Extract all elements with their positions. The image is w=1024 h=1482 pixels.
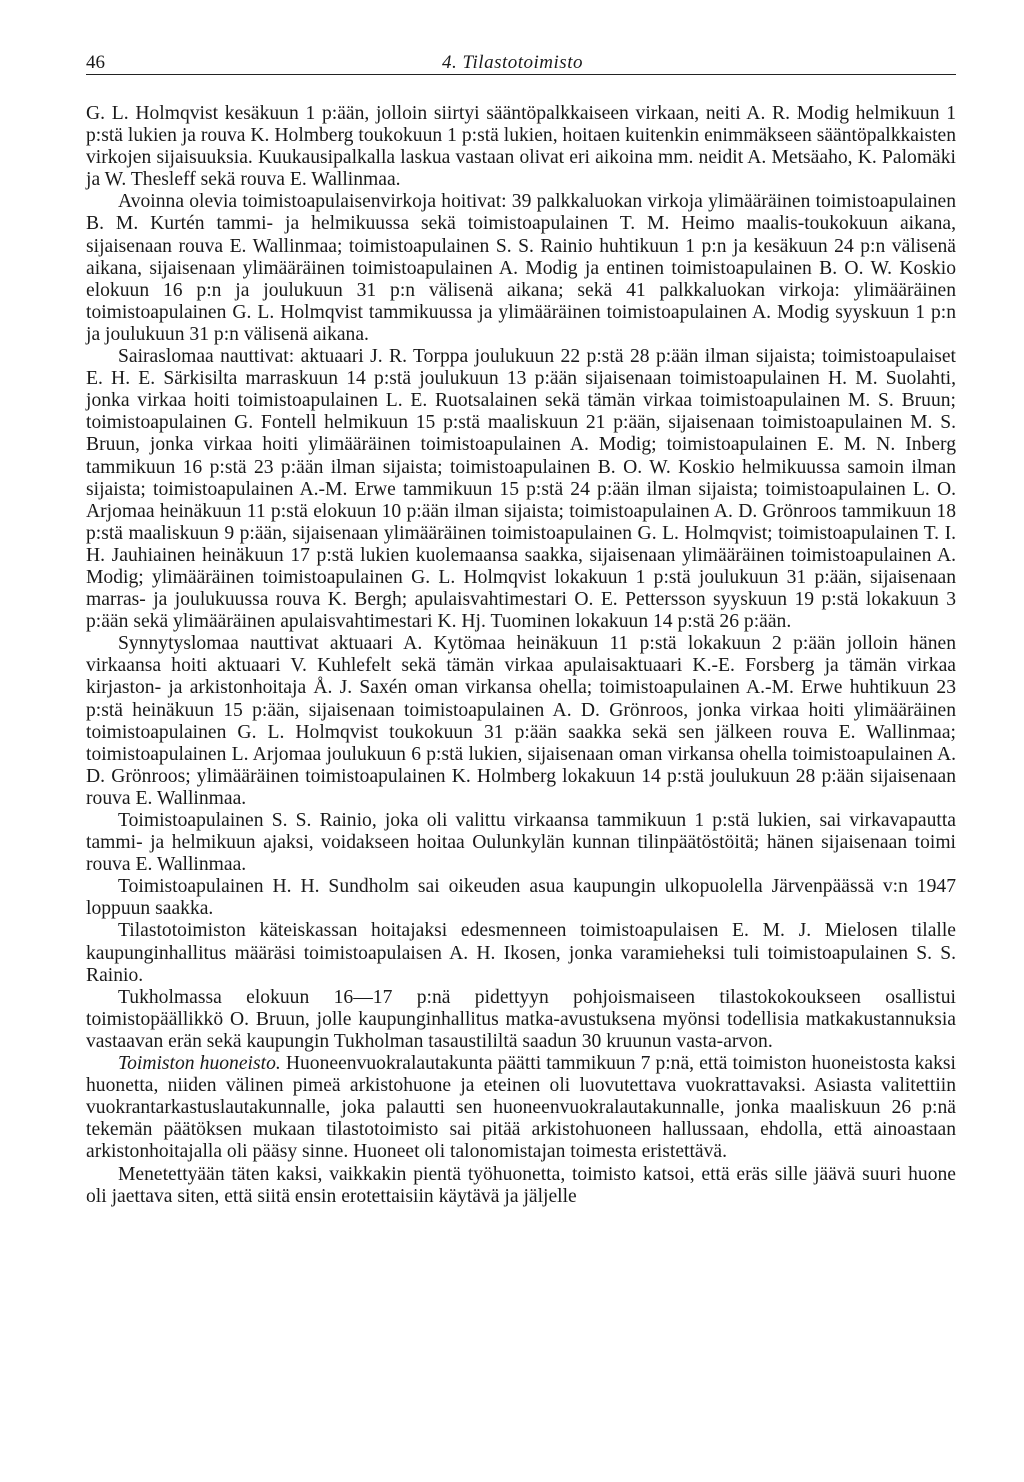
paragraph-text: Avoinna olevia toimistoapulaisenvirkoja hoitivat: 39 palkkaluokan virkoja ylimääräinen toimistoapulainen B. M. Kurtén tammi- ja helmikuussa sekä toimistoapulainen T. M. Heimo maalis-toukokuun aikana, sijaisenaan rouva E. Wallinmaa; toimistoapulainen S. S. Rainio huhtikuun 1 p:n ja kesäkuun 24 p:n välisenä aikana, sijaisenaan ylimääräinen toimistoapulainen A. Modig ja entinen toimistoapulainen B. O. W. Koskio elokuun 16 p:n ja joulukuun 31 p:n välisenä aikana; sekä 41 palkkaluokan virkoja: ylimääräinen toimistoapulainen G. L. Holmqvist tammikuussa ja ylimääräinen toimistoapulainen A. Modig syyskuun 1 p:n ja joulukuun 31 p:n välisenä aikana. bbox=[86, 191, 956, 345]
paragraph bbox=[86, 987, 956, 1053]
paragraph-text: Toimistoapulainen H. H. Sundholm sai oikeuden asua kaupungin ulkopuolella Järvenpäässä v:n 1947 loppuun saakka. bbox=[86, 876, 956, 920]
section-lead-heading: Toimiston huoneisto. bbox=[118, 1053, 281, 1075]
page-number: 46 bbox=[86, 52, 105, 73]
running-head: 4. Tilastotoimisto bbox=[442, 52, 583, 73]
paragraph-text: Menetettyään täten kaksi, vaikkakin pientä työhuonetta, toimisto katsoi, että eräs sille jäävä suuri huone oli jaettava siten, että siitä ensin erotettaisiin käytävä ja jäljelle bbox=[86, 1163, 956, 1207]
paragraph bbox=[86, 191, 956, 346]
paragraph bbox=[86, 920, 956, 986]
body-text bbox=[86, 103, 956, 1208]
page-header bbox=[86, 38, 956, 75]
paragraph-text: Tukholmassa elokuun 16—17 p:nä pidettyyn pohjoismaiseen tilastokokoukseen osallistui toimistopäällikkö O. Bruun, jolle kaupunginhallitus matka-avustuksena myönsi todellisia matkakustannuksia vastaavan erän sekä kaupungin Tukholman tasaustililtä saadun 30 kruunun vasta-arvon. bbox=[86, 986, 956, 1052]
paragraph bbox=[86, 810, 956, 876]
paragraph bbox=[86, 876, 956, 920]
paragraph-text: G. L. Holmqvist kesäkuun 1 p:ään, jolloin siirtyi sääntöpalkkaiseen virkaan, neiti A. R. Modig helmikuun 1 p:stä lukien ja rouva K. Holmberg toukokuun 1 p:stä lukien, hoitaen kuitenkin enimmäkseen sääntöpalkkaisten virkojen sijaisuuksia. Kuukausipalkalla laskua vastaan olivat eri aikoina mm. neidit A. Metsäaho, K. Palomäki ja W. Thesleff sekä rouva E. Wallinmaa. bbox=[86, 103, 956, 191]
paragraph-text: Huoneenvuokralautakunta päätti tammikuun 7 p:nä, että toimiston huoneistosta kaksi huonetta, niiden välinen pimeä arkistohuone ja eteinen oli luovutettava vuokrattavaksi. Asiasta valitettiin vuokrantarkastuslautakunnalle, joka palautti sen huoneenvuokralautakunnalle, jonka maaliskuun 26 p:nä tekemän päätöksen mukaan tilastotoimisto sai pitää arkistohuoneen hallussaan, ehdolla, että ainoastaan arkistonhoitajalla oli pääsy sinne. Huoneet oli talonomistajan toimesta eristettävä. bbox=[86, 1053, 956, 1163]
paragraph bbox=[86, 346, 956, 633]
paragraph bbox=[86, 633, 956, 810]
paragraph bbox=[86, 1053, 956, 1163]
document-page bbox=[86, 38, 956, 1208]
paragraph-text: Toimistoapulainen S. S. Rainio, joka oli valittu virkaansa tammikuun 1 p:stä lukien, sai virkavapautta tammi- ja helmikuun ajaksi, voidakseen hoitaa Oulunkylän kunnan tilinpäätöstöitä; hänen sijaisenaan toimi rouva E. Wallinmaa. bbox=[86, 810, 956, 876]
paragraph bbox=[86, 103, 956, 191]
paragraph-text: Tilastotoimiston käteiskassan hoitajaksi edesmenneen toimistoapulaisen E. M. J. Mielosen tilalle kaupunginhallitus määräsi toimistoapulaisen A. H. Ikosen, jonka varamieheksi tuli toimistoapulainen S. S. Rainio. bbox=[86, 920, 956, 986]
paragraph-text: Synnytyslomaa nauttivat aktuaari A. Kytömaa heinäkuun 11 p:stä lokakuun 2 p:ään jolloin hänen virkaansa hoiti aktuaari V. Kuhlefelt sekä tämän virkaa apulaisaktuaari K.-E. Forsberg ja tämän virkaa kirjaston- ja arkistonhoitaja Å. J. Saxén oman virkansa ohella; toimistoapulainen A.-M. Erwe huhtikuun 23 p:stä heinäkuun 15 p:ään, sijaisenaan toimistoapulainen A. D. Grönroos, jonka virkaa hoiti ylimääräinen toimistoapulainen G. L. Holmqvist toukokuun 31 p:ään saakka sekä sen jälkeen rouva E. Wallinmaa; toimistoapulainen L. Arjomaa joulukuun 6 p:stä lukien, sijaisenaan oman virkansa ohella toimistoapulainen A. D. Grönroos; ylimääräinen toimistoapulainen K. Holmberg lokakuun 14 p:stä joulukuun 28 p:ään sijaisenaan rouva E. Wallinmaa. bbox=[86, 633, 956, 809]
paragraph bbox=[86, 1164, 956, 1208]
paragraph-text: Sairaslomaa nauttivat: aktuaari J. R. Torppa joulukuun 22 p:stä 28 p:ään ilman sijaista; toimistoapulaiset E. H. E. Särkisilta marraskuun 14 p:stä joulukuun 13 p:ään sijaisenaan toimistoapulainen H. M. Suolahti, jonka virkaa hoiti toimistoapulainen L. E. Ruotsalainen sekä tämän virkaa toimistoapulainen M. S. Bruun; toimistoapulainen G. Fontell helmikuun 15 p:stä maaliskuun 21 p:ään, sijaisenaan toimistoapulainen M. S. Bruun, jonka virkaa hoiti ylimääräinen toimistoapulainen A. Modig; toimistoapulainen E. M. N. Inberg tammikuun 16 p:stä 23 p:ään ilman sijaista; toimistoapulainen B. O. W. Koskio helmikuussa samoin ilman sijaista; toimistoapulainen A.-M. Erwe tammikuun 15 p:stä 24 p:ään ilman sijaista; toimistoapulainen L. O. Arjomaa heinäkuun 11 p:stä elokuun 10 p:ään ilman sijaista; toimistoapulainen A. D. Grönroos tammikuun 18 p:stä maaliskuun 9 p:ään, sijaisenaan ylimääräinen toimistoapulainen G. L. Holmqvist; toimistoapulainen T. I. H. Jauhiainen heinäkuun 17 p:stä lukien kuolemaansa saakka, sijaisenaan ylimääräinen toimistoapulainen A. Modig; ylimääräinen toimistoapulainen G. L. Holmqvist lokakuun 1 p:stä joulukuun 31 p:ään, sijaisenaan marras- ja joulukuussa rouva K. Bergh; apulaisvahtimestari O. E. Pettersson syyskuun 19 p:stä lokakuun 3 p:ään sekä ylimääräinen apulaisvahtimestari K. Hj. Tuominen lokakuun 14 p:stä 26 p:ään. bbox=[86, 346, 956, 633]
